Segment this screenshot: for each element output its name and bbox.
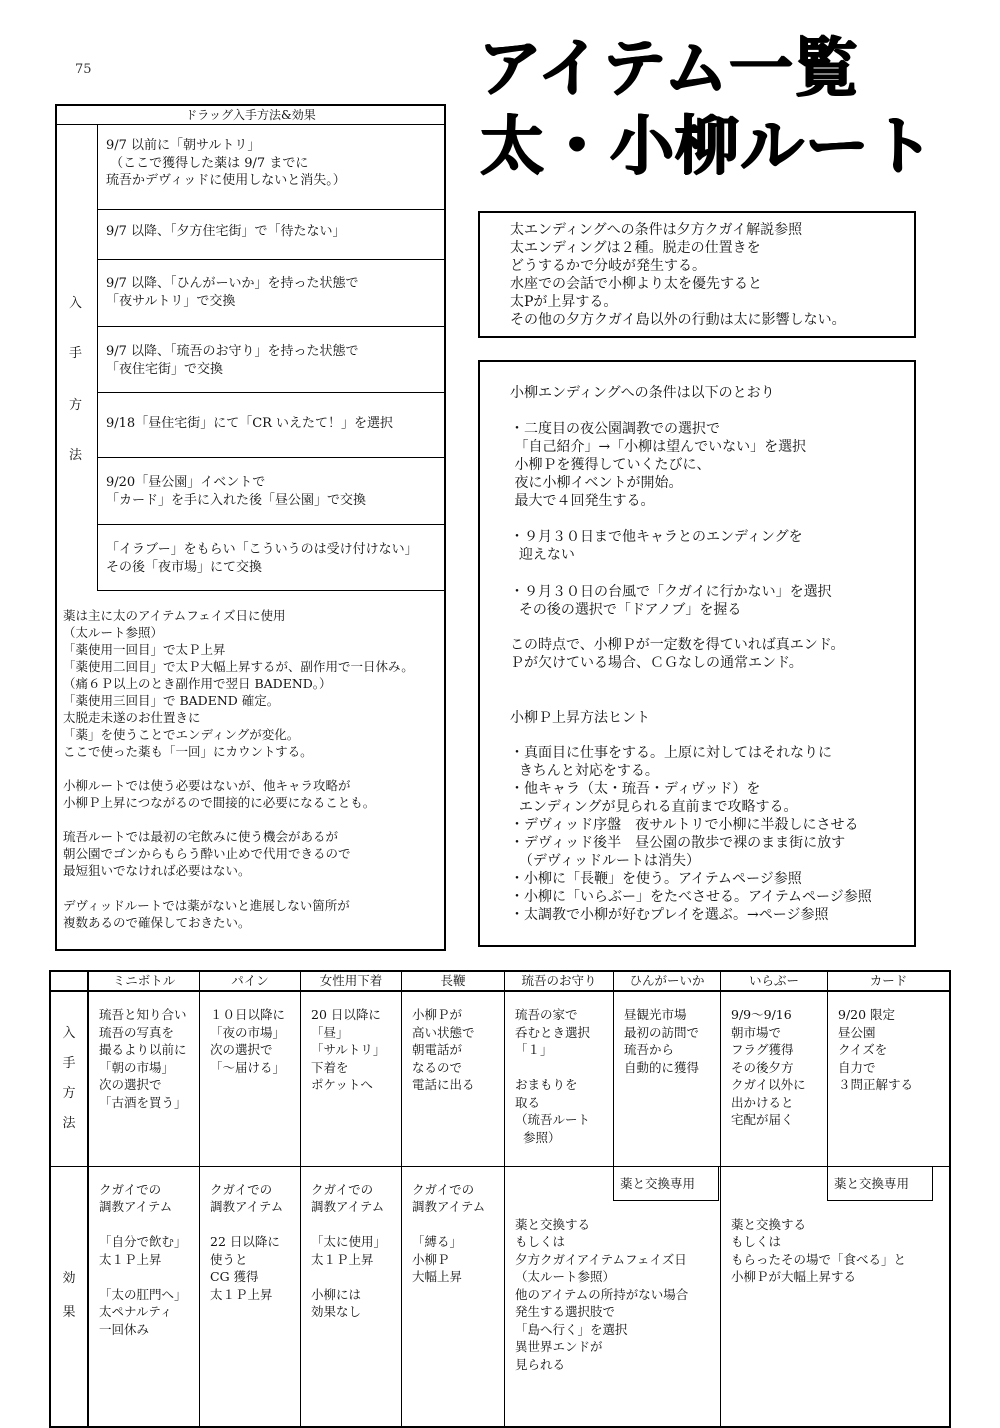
label-char: 入 — [62, 1025, 76, 1041]
drug-row-text: 9/7 以前に「朝サルトリ」 （ここで獲得した薬は 9/7 までに 琉吾かデヴィッドに使用しないと消失。） — [106, 138, 346, 188]
item-header: 女性用下着 — [301, 971, 402, 991]
drug-note: 琉吾ルートでは最初の宅飲みに使う機会があるが 朝公園でゴンからもらう酔い止めで代用できるので 最短狙いでなければ必要はない。 — [63, 829, 351, 878]
drug-note: 薬は主に太のアイテムフェイズ日に使用 （太ルート参照） 「薬使用一回目」で太Ｐ上昇 「薬使用二回目」で太Ｐ大幅上昇するが、副作用で一日休み。 （痛６Ｐ以上のとき副作用で翌日 BADEND。） 「薬使用三回目」で BADEND 確定。 太脱走未遂のお仕置きに 「薬」を使うことでエンディングが変化。 ここで使った薬も「一回」にカウントする。 — [63, 608, 414, 759]
item-header: パイン — [200, 971, 301, 991]
drug-row-text: 9/7 以降、「琉吾のお守り」を持った状態で 「夜住宅街」で交換 — [106, 344, 359, 377]
side-char: 法 — [69, 448, 83, 463]
label-char: 果 — [62, 1305, 76, 1320]
item-header: 長鞭 — [402, 971, 505, 991]
effect-cell: クガイでの 調教アイテム 22 日以降に 使うと CG 獲得 太１Ｐ上昇 — [200, 1166, 301, 1427]
item-header: カード — [828, 971, 951, 991]
taichi-ending-text: 太エンディングへの条件は夕方クガイ解説参照 太エンディングは２種。脱走の仕置きを どうするかで分岐が発生する。 水座での会話で小柳より太を優先すると 太Pが上昇する。 その他の夕方クガイ島以外の行動は太に影響しない。 — [510, 222, 846, 328]
effect-subcell: 薬と交換専用 — [827, 1166, 933, 1202]
label-char: 手 — [62, 1055, 76, 1071]
acquire-cell: 9/20 限定 昼公園 クイズを 自力で ３問正解する — [828, 991, 951, 1166]
drug-side-label — [57, 124, 98, 591]
page-title — [478, 30, 978, 186]
drug-note: 小柳ルートでは使う必要はないが、他キャラ攻略が 小柳Ｐ上昇につながるので間接的に必要になることも。 — [63, 778, 376, 810]
koyanagi-block: ・二度目の夜公園調教での選択で 「自己紹介」→「小柳は望んでいない」を選択 小柳Ｐを獲得していくたびに、 夜に小柳イベントが開始。 最大で４回発生する。 — [510, 421, 807, 509]
side-char: 方 — [69, 398, 83, 413]
title-line-2: 太・小柳ルート — [480, 110, 935, 184]
effect-cell: クガイでの 調教アイテム 「太に使用」 太１Ｐ上昇 小柳には 効果なし — [301, 1166, 402, 1427]
koyanagi-block: この時点で、小柳Ｐが一定数を得ていれば真エンド。 Ｐが欠けている場合、ＣＧなしの通常エンド。 — [510, 637, 845, 671]
side-char: 手 — [69, 346, 83, 361]
koyanagi-block: ・真面目に仕事をする。上原に対してはそれなりに きちんと対応をする。 ・他キャラ（太・琉吾・ディヴッド）を エンディングが見られる直前まで攻略する。 ・デヴィッド序盤 夜サルトリで小柳に半殺しにさせる ・デヴィッド後半 昼公園の散歩で裸のまま街に放す （デヴィッドルートは消失） ・小柳に「長鞭」を使う。アイテムページ参照 ・小柳に「いらぶー」をたべさせる。アイテムページ参照 ・太調教で小柳が好むプレイを選ぶ。→ページ参照 — [510, 745, 872, 923]
acquire-cell: １０日以降に 「夜の市場」 次の選択で 「～届ける」 — [200, 991, 301, 1166]
acquire-cell: 小柳Ｐが 高い状態で 朝電話が なるので 電話に出る — [402, 991, 505, 1166]
item-header: ミニボトル — [88, 971, 200, 991]
acquire-label — [50, 991, 88, 1166]
drug-row — [97, 210, 446, 260]
koyanagi-block: 小柳エンディングへの条件は以下のとおり — [510, 385, 775, 401]
drug-row — [97, 327, 446, 393]
drug-table-header: ドラッグ入手方法&効果 — [57, 106, 444, 125]
drug-table — [55, 104, 446, 951]
effect-cell-text: 薬と交換する もしくは 夕方クガイアイテムフェイズ日 （太ルート参照） 他のアイテムの所持がない場合 発生する選択肢で 「島へ行く」を選択 異世界エンドが 見られる — [515, 1216, 689, 1372]
items-corner — [50, 971, 88, 991]
acquire-cell: 琉吾の家で 呑むとき選択 「１」 おまもりを 取る （琉吾ルート 参照） — [505, 991, 614, 1166]
effect-cell: クガイでの 調教アイテム 「自分で飲む」 太１Ｐ上昇 「太の肛門へ」 太ペナルティ 一回休み — [88, 1166, 200, 1427]
items-effect-row — [50, 1166, 950, 1427]
item-header: 琉吾のお守り — [505, 971, 614, 991]
drug-row-text: 「イラブー」をもらい「こういうのは受け付けない」 その後「夜市場」にて交換 — [106, 542, 418, 575]
drug-row — [97, 124, 446, 210]
koyanagi-block: ・９月３０日の台風で「クガイに行かない」を選択 その後の選択で「ドアノブ」を握る — [510, 584, 832, 618]
label-char: 方 — [62, 1085, 76, 1101]
effect-label — [50, 1166, 88, 1427]
drug-row-text: 9/18「昼住宅街」にて「CR いえたて！」を選択 — [106, 416, 394, 431]
item-header: ひんがーいか — [614, 971, 721, 991]
page-number: 75 — [75, 62, 92, 77]
acquire-cell: 昼観光市場 最初の訪問で 琉吾から 自動的に獲得 — [614, 991, 721, 1166]
effect-subcell: 薬と交換専用 — [613, 1166, 719, 1202]
label-char: 効 — [62, 1271, 76, 1286]
acquire-cell: 琉吾と知り合い 琉吾の写真を 撮るより以前に 「朝の市場」 次の選択で 「古酒を買う」 — [88, 991, 200, 1166]
acquire-cell: 9/9～9/16 朝市場で フラグ獲得 その後夕方 クガイ以外に 出かけると 宅配が届く — [721, 991, 828, 1166]
label-char: 法 — [62, 1115, 76, 1131]
drug-row — [97, 260, 446, 327]
effect-cell-wide — [505, 1166, 721, 1427]
items-header-row — [50, 971, 950, 991]
koyanagi-ending-box — [478, 360, 916, 947]
drug-row-text: 9/20「昼公園」イベントで 「カード」を手に入れた後「昼公園」で交換 — [106, 475, 367, 508]
items-table — [49, 970, 951, 1428]
title-line-1: アイテム一覧 — [478, 32, 860, 106]
acquire-cell: 20 日以降に 「昼」 「サルトリ」 下着を ポケットへ — [301, 991, 402, 1166]
drug-note: デヴィッドルートでは薬がないと進展しない箇所が 複数あるので確保しておきたい。 — [63, 898, 350, 930]
effect-cell: クガイでの 調教アイテム 「縛る」 小柳Ｐ 大幅上昇 — [402, 1166, 505, 1427]
taichi-ending-box — [478, 211, 916, 338]
koyanagi-block: 小柳Ｐ上昇方法ヒント — [510, 710, 650, 726]
drug-row — [97, 393, 446, 458]
items-acquire-row — [50, 991, 950, 1166]
item-header: いらぶー — [721, 971, 828, 991]
drug-row-text: 9/7 以降、「ひんがーいか」を持った状態で 「夜サルトリ」で交換 — [106, 276, 359, 309]
drug-row — [97, 525, 446, 591]
drug-row — [97, 458, 446, 525]
side-char: 入 — [69, 296, 83, 311]
effect-cell-text: 薬と交換する もしくは もらったその場で「食べる」と 小柳Ｐが大幅上昇する — [731, 1216, 907, 1284]
koyanagi-block: ・９月３０日まで他キャラとのエンディングを 迎えない — [510, 529, 803, 563]
effect-cell-wide — [721, 1166, 951, 1427]
drug-row-text: 9/7 以降、「夕方住宅街」で「待たない」 — [106, 224, 346, 239]
